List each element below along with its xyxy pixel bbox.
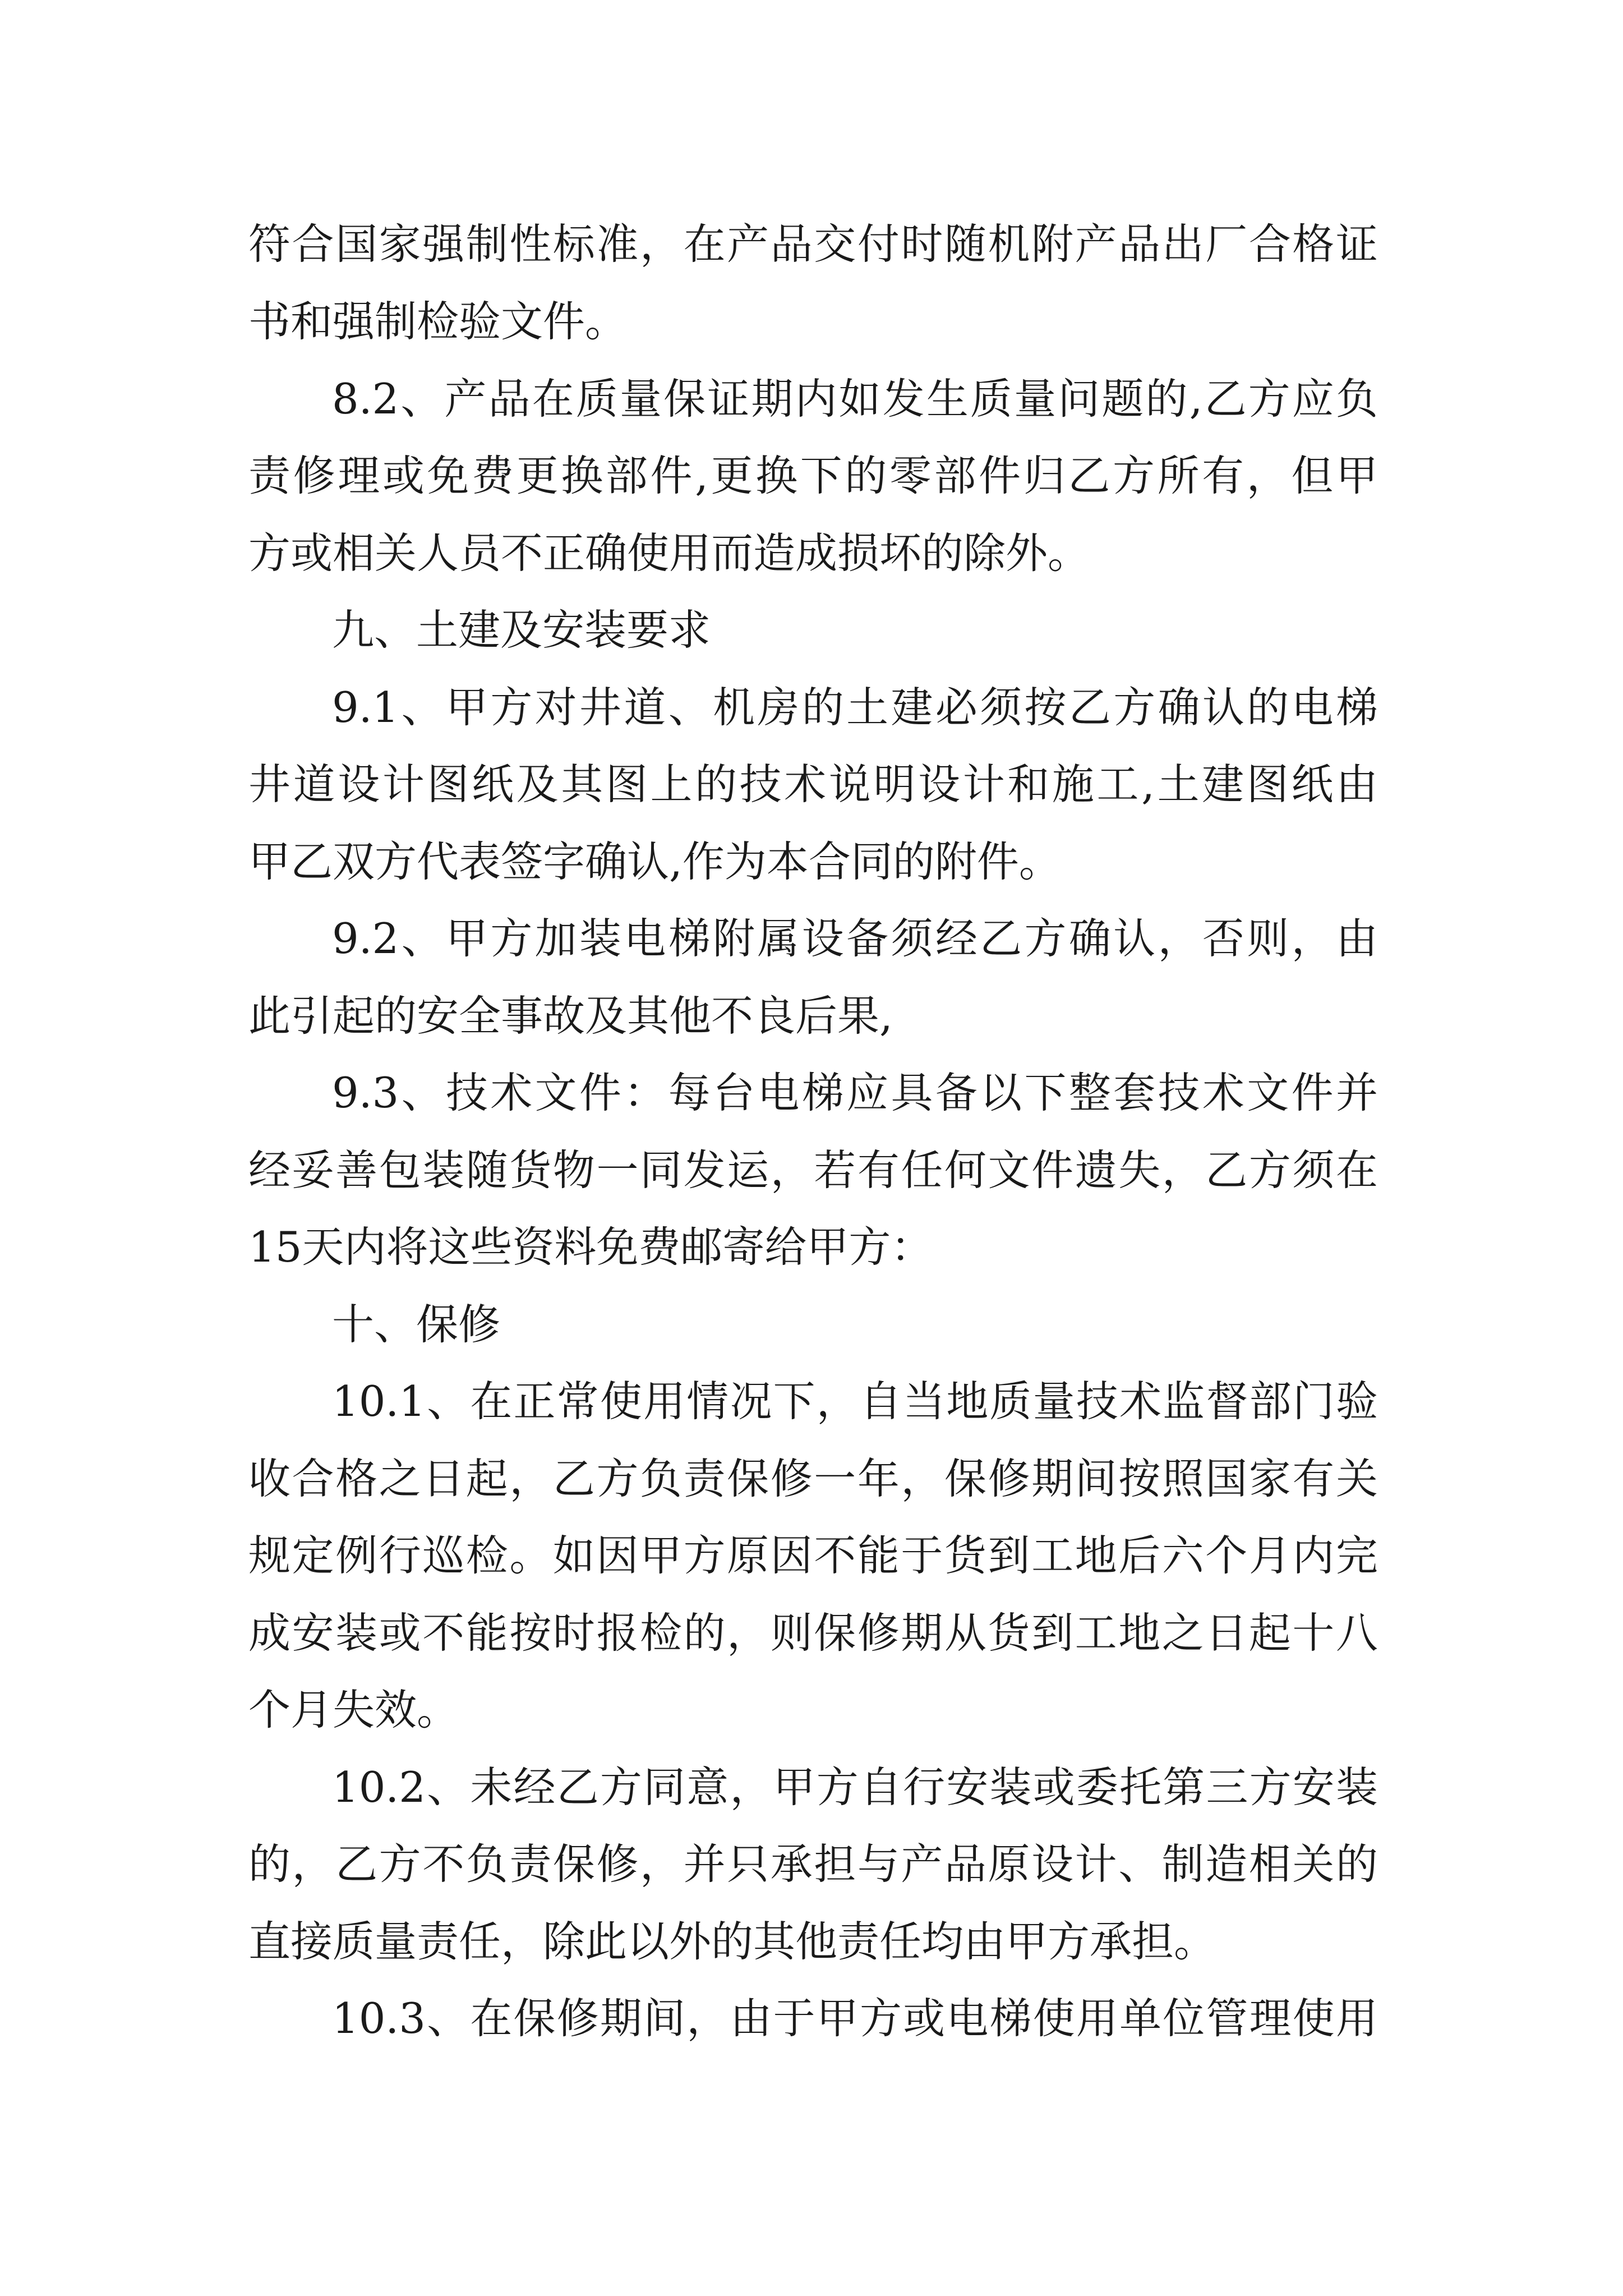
section-heading: 十、保修 — [332, 1300, 501, 1349]
text-line: 成安装或不能按时报检的，则保修期从货到工地之日起十八 — [248, 1608, 1378, 1658]
text-line: 个月失效。 — [248, 1685, 459, 1734]
text-line: 9.3、技术文件：每台电梯应具备以下整套技术文件并 — [332, 1068, 1378, 1117]
text-line: 甲乙双方代表签字确认,作为本合同的附件。 — [248, 837, 1061, 886]
text-line: 经妥善包装随货物一同发运，若有任何文件遗失，乙方须在 — [248, 1145, 1378, 1195]
text-line: 9.2、甲方加装电梯附属设备须经乙方确认，否则，由 — [332, 914, 1378, 963]
text-line: 8.2、产品在质量保证期内如发生质量问题的,乙方应负 — [332, 374, 1378, 424]
text-line: 10.3、在保修期间，由于甲方或电梯使用单位管理使用 — [332, 1994, 1378, 2043]
text-line: 书和强制检验文件。 — [248, 297, 628, 346]
text-line: 责修理或免费更换部件,更换下的零部件归乙方所有，但甲 — [248, 451, 1378, 500]
section-heading: 九、土建及安装要求 — [332, 605, 711, 655]
text-line: 井道设计图纸及其图上的技术说明设计和施工,土建图纸由 — [248, 760, 1378, 809]
text-line: 此引起的安全事故及其他不良后果, — [248, 991, 893, 1041]
text-line: 直接质量责任，除此以外的其他责任均由甲方承担。 — [248, 1917, 1216, 1966]
text-line: 收合格之日起，乙方负责保修一年，保修期间按照国家有关 — [248, 1454, 1378, 1503]
text-line: 的，乙方不负责保修，并只承担与产品原设计、制造相关的 — [248, 1839, 1378, 1889]
text-line: 规定例行巡检。如因甲方原因不能于货到工地后六个月内完 — [248, 1531, 1378, 1580]
text-line: 9.1、甲方对井道、机房的土建必须按乙方确认的电梯 — [332, 683, 1378, 732]
text-line: 符合国家强制性标准，在产品交付时随机附产品出厂合格证 — [248, 219, 1378, 269]
text-line: 15天内将这些资料免费邮寄给甲方： — [248, 1222, 933, 1272]
text-line: 方或相关人员不正确使用而造成损坏的除外。 — [248, 528, 1090, 578]
text-line: 10.2、未经乙方同意，甲方自行安装或委托第三方安装 — [332, 1763, 1378, 1812]
text-line: 10.1、在正常使用情况下，自当地质量技术监督部门验 — [332, 1377, 1378, 1426]
